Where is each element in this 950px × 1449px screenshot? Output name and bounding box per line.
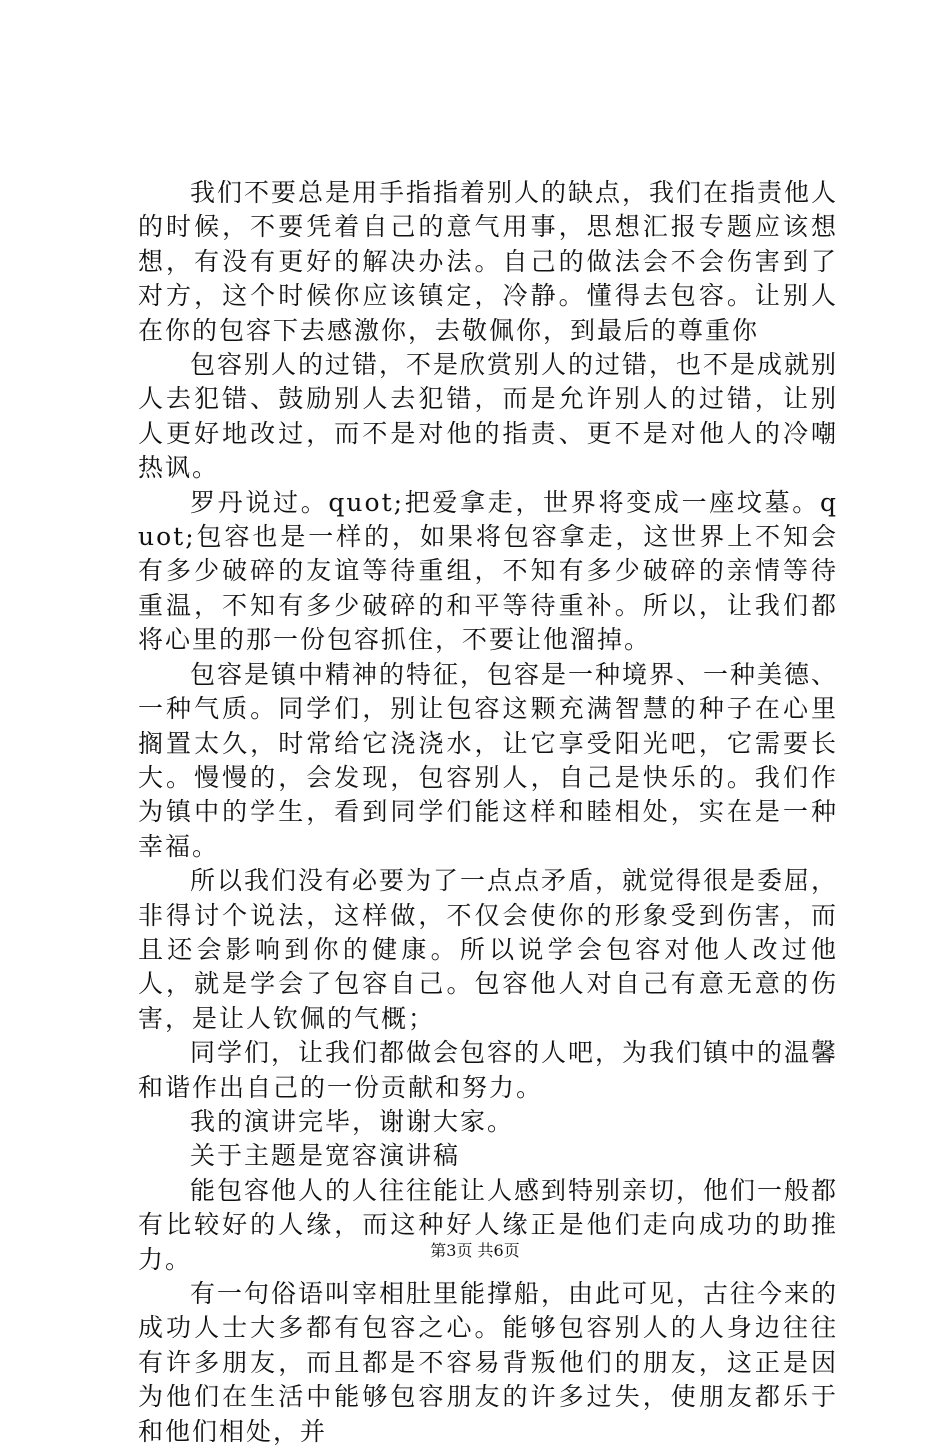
- paragraph-6: 同学们，让我们都做会包容的人吧，为我们镇中的温馨和谐作出自己的一份贡献和努力。: [138, 1038, 839, 1102]
- paragraph-8: 能包容他人的人往往能让人感到特别亲切，他们一般都有比较好的人缘，而这种好人缘正是他们走向成功的助推力。: [138, 1175, 839, 1274]
- paragraph-4: 包容是镇中精神的特征，包容是一种境界、一种美德、一种气质。同学们，别让包容这颗充满智慧的种子在心里搁置太久，时常给它浇浇水，让它享受阳光吧，它需要长大。慢慢的，会发现，包容别人，自己是快乐的。我们作为镇中的学生，看到同学们能这样和睦相处，实在是一种幸福。: [138, 659, 839, 861]
- page-footer: 第3页 共6页: [430, 1241, 520, 1260]
- paragraph-7: 我的演讲完毕，谢谢大家。: [190, 1106, 515, 1136]
- paragraph-1: 我们不要总是用手指指着别人的缺点，我们在指责他人的时候，不要凭着自己的意气用事，思想汇报专题应该想想，有没有更好的解决办法。自己的做法会不会伤害到了对方，这个时候你应该镇定，冷静。懂得去包容。让别人在你的包容下去感激你，去敬佩你，到最后的尊重你: [138, 178, 839, 345]
- paragraph-9: 有一句俗语叫宰相肚里能撑船，由此可见，古往今来的成功人士大多都有包容之心。能够包容别人的人身边往往有许多朋友，而且都是不容易背叛他们的朋友，这正是因为他们在生活中能够包容朋友的许多过失，使朋友都乐于和他们相处，并: [138, 1279, 839, 1446]
- paragraph-5: 所以我们没有必要为了一点点矛盾，就觉得很是委屈，非得讨个说法，这样做，不仅会使你的形象受到伤害，而且还会影响到你的健康。所以说学会包容对他人改过他人，就是学会了包容自己。包容他人对自己有意无意的伤害，是让人钦佩的气概；: [138, 866, 839, 1033]
- section-heading: 关于主题是宽容演讲稿: [190, 1141, 461, 1171]
- paragraph-3: 罗丹说过。quot;把爱拿走，世界将变成一座坟墓。quot;包容也是一样的，如果将包容拿走，这世界上不知会有多少破碎的友谊等待重组，不知有多少破碎的亲情等待重温，不知有多少破碎的和平等待重补。所以，让我们都将心里的那一份包容抓住，不要让他溜掉。: [138, 487, 838, 655]
- paragraph-2: 包容别人的过错，不是欣赏别人的过错，也不是成就别人去犯错、鼓励别人去犯错，而是允许别人的过错，让别人更好地改过，而不是对他的指责、更不是对他人的冷嘲热讽。: [138, 350, 839, 483]
